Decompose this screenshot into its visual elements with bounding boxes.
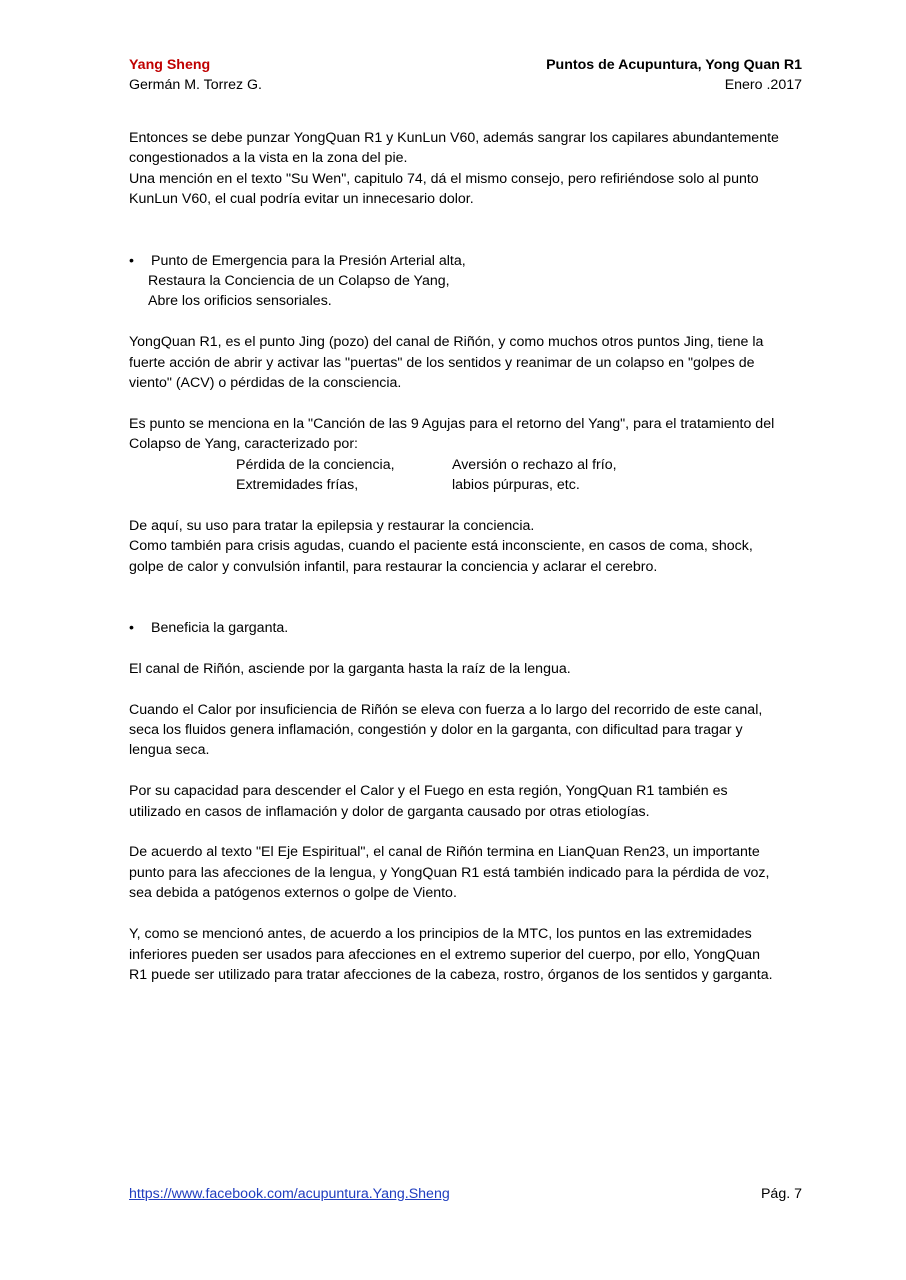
- facebook-link[interactable]: https://www.facebook.com/acupuntura.Yang.Sheng: [129, 1186, 450, 1202]
- header-brand: Yang Sheng: [129, 57, 211, 73]
- bullet-continuation: Restaura la Conciencia de un Colapso de Yang,: [148, 273, 450, 290]
- paragraph: YongQuan R1, es el punto Jing (pozo) del canal de Riñón, y como muchos otros puntos Jing, tiene la fuerte acción de abrir y activar las "puertas" de los sentidos y reanimar de un colapso en "golpes de viento" (ACV) o pérdidas de la consciencia.: [129, 334, 764, 392]
- header-left: [129, 55, 262, 95]
- paragraph: Por su capacidad para descender el Calor y el Fuego en esta región, YongQuan R1 también es utilizado en casos de inflamación y dolor de garganta causado por otras etiologías.: [129, 783, 728, 820]
- paragraph: Como también para crisis agudas, cuando el paciente está inconsciente, en casos de coma, shock, golpe de calor y convulsión infantil, para restaurar la conciencia y aclarar el cerebro.: [129, 538, 753, 575]
- symptom-item: labios púrpuras, etc.: [452, 477, 580, 494]
- bullet-text: Punto de Emergencia para la Presión Arterial alta,: [151, 252, 466, 269]
- symptom-list: [129, 455, 779, 496]
- header-author: Germán M. Torrez G.: [129, 77, 262, 93]
- paragraph: Una mención en el texto "Su Wen", capitulo 74, dá el mismo consejo, pero refiriéndose solo al punto KunLun V60, el cual podría evitar un innecesario dolor.: [129, 170, 759, 208]
- bullet-item: [129, 618, 779, 638]
- bullet-continuation: Abre los orificios sensoriales.: [148, 293, 332, 310]
- paragraph: Cuando el Calor por insuficiencia de Riñón se eleva con fuerza a lo largo del recorrido de este canal, seca los fluidos genera inflamación, congestión y dolor en la garganta, con dificultad para tragar y lengua seca.: [129, 701, 763, 759]
- bullet-icon: •: [129, 252, 134, 269]
- symptom-item: Aversión o rechazo al frío,: [452, 456, 617, 473]
- paragraph: Es punto se menciona en la "Canción de las 9 Agujas para el retorno del Yang", para el tratamiento del Colapso de Yang, caracterizado por:: [129, 415, 775, 453]
- header-right: [546, 55, 802, 95]
- paragraph: Entonces se debe punzar YongQuan R1 y KunLun V60, además sangrar los capilares abundantemente congestionados a la vista en la zona del pie.: [129, 130, 779, 167]
- paragraph: De acuerdo al texto "El Eje Espiritual", el canal de Riñón termina en LianQuan Ren23, un importante punto para las afecciones de la lengua, y YongQuan R1 está también indicado para la pérdida de voz, sea debida a patógenos externos o golpe de Viento.: [129, 844, 770, 902]
- symptom-item: Extremidades frías,: [236, 477, 359, 494]
- header-title: Puntos de Acupuntura, Yong Quan R1: [546, 57, 802, 73]
- bullet-item: [129, 251, 779, 271]
- symptom-item: Pérdida de la conciencia,: [236, 456, 395, 473]
- paragraph: El canal de Riñón, asciende por la garganta hasta la raíz de la lengua.: [129, 660, 571, 677]
- paragraph: De aquí, su uso para tratar la epilepsia y restaurar la conciencia.: [129, 517, 535, 534]
- body-text: [129, 128, 779, 985]
- paragraph: Y, como se mencionó antes, de acuerdo a los principios de la MTC, los puntos en las extremidades inferiores pueden ser usados para afecciones en el extremo superior del cuerpo, por ello, YongQuan R1 puede ser utilizado para tratar afecciones de la cabeza, rostro, órganos de los sentidos y garganta.: [129, 926, 773, 983]
- header-date: Enero .2017: [724, 77, 802, 93]
- bullet-text: Beneficia la garganta.: [151, 620, 289, 637]
- page-number: Pág. 7: [760, 1186, 802, 1202]
- bullet-icon: •: [129, 620, 134, 637]
